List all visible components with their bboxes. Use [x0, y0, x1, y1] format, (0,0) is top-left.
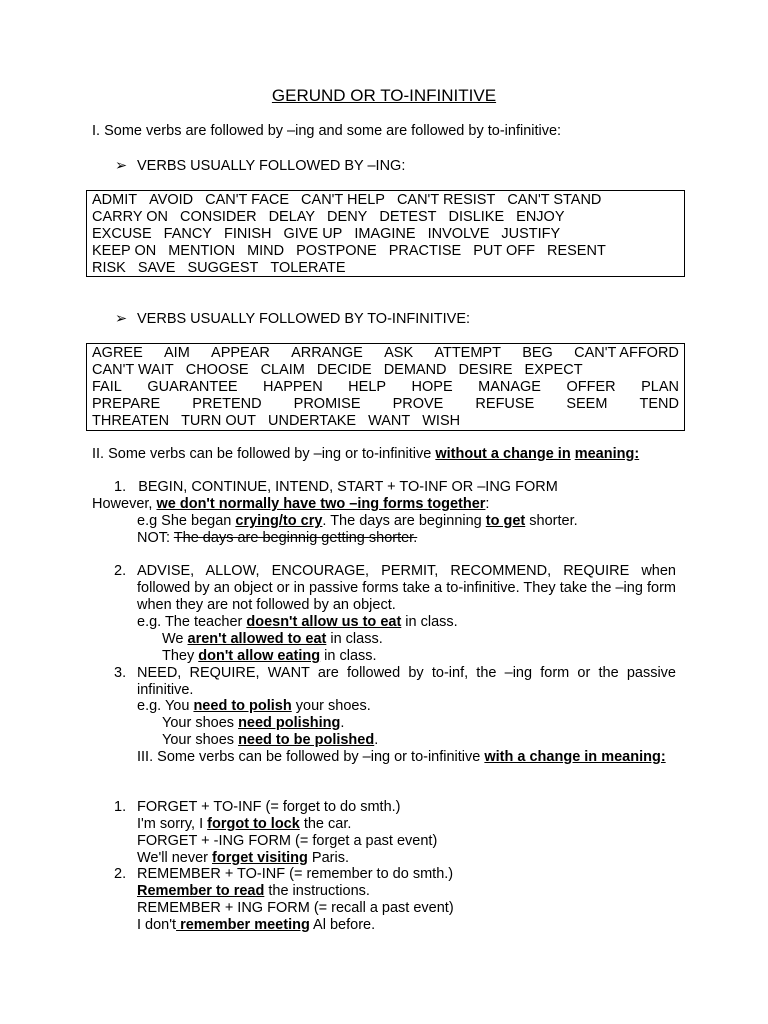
verb-item: CAN'T HELP — [301, 192, 385, 208]
verb-item: DETEST — [379, 209, 437, 225]
part3-item2-l1: REMEMBER + TO-INF (= remember to do smth.) — [137, 866, 454, 882]
verbs-inf-box — [86, 343, 685, 431]
verb-row — [92, 260, 679, 277]
verb-item: APPEAR — [211, 345, 270, 361]
part3-item2-l4 — [137, 917, 375, 934]
example-emphasis: aren't allowed to eat — [187, 631, 327, 647]
item-number-3: 3. — [114, 665, 127, 681]
example-text: I don't — [137, 917, 177, 933]
struck-example: The days are beginnig getting shorter. — [173, 530, 418, 546]
verb-item: BEG — [522, 345, 553, 361]
heading-inf — [115, 311, 470, 328]
example-text: They — [162, 648, 199, 664]
verb-item: HAPPEN — [263, 379, 323, 395]
verb-row — [92, 379, 679, 396]
verb-row — [92, 345, 679, 362]
verb-item: ASK — [384, 345, 414, 361]
item-text: BEGIN, CONTINUE, INTEND, START + TO-INF OR –ING FORM — [138, 479, 558, 495]
verb-item: AGREE — [92, 345, 143, 361]
example-emphasis: need to be polished — [238, 732, 375, 748]
verb-item: CAN'T RESIST — [396, 192, 496, 208]
verb-item: FAIL — [92, 379, 122, 395]
verb-item: REFUSE — [475, 396, 535, 412]
verb-item: CHOOSE — [185, 362, 249, 378]
verb-item: ADMIT — [92, 192, 138, 208]
example-text: We'll never — [137, 850, 213, 866]
verb-item: SEEM — [566, 396, 608, 412]
verb-item: UNDERTAKE — [268, 413, 357, 429]
part2-lead-text: II. Some verbs can be followed by –ing or to-infinitive — [92, 446, 436, 462]
verb-row — [92, 209, 679, 226]
part3-item2-l2 — [137, 883, 370, 900]
verb-item: WANT — [368, 413, 411, 429]
example-emphasis: crying/to cry — [235, 513, 323, 529]
verb-item: AVOID — [149, 192, 194, 208]
however-punct: : — [485, 496, 490, 512]
example-emphasis: Remember to read — [137, 883, 265, 899]
verb-row — [92, 362, 679, 379]
verb-item: PRETEND — [192, 396, 262, 412]
verb-item: GIVE UP — [283, 226, 343, 242]
example-emphasis: remember meeting — [176, 917, 310, 933]
verb-item: PREPARE — [92, 396, 161, 412]
verb-item: PROMISE — [293, 396, 361, 412]
example-text: We — [162, 631, 188, 647]
example-text: I'm sorry, I — [137, 816, 208, 832]
verb-row — [92, 243, 679, 260]
example-text: . — [374, 732, 379, 748]
part2-item3-ex3 — [162, 732, 378, 749]
example-text: in class. — [320, 648, 377, 664]
example-text: your shoes. — [291, 698, 371, 714]
item-number-1: 1. — [114, 799, 127, 815]
example-emphasis: need to polish — [193, 698, 292, 714]
verb-item: HOPE — [411, 379, 453, 395]
verb-item: RESENT — [546, 243, 606, 259]
example-text: e.g She began — [137, 513, 236, 529]
however-emphasis: we don't normally have two –ing forms together — [156, 496, 486, 512]
example-text: shorter. — [525, 513, 578, 529]
example-text: Your shoes — [162, 732, 239, 748]
verb-item: JUSTIFY — [501, 226, 561, 242]
part2-item3-ex1 — [137, 698, 371, 715]
verb-item: TEND — [639, 396, 679, 412]
verb-item: OFFER — [566, 379, 616, 395]
verb-item: PRACTISE — [388, 243, 462, 259]
verb-item: FANCY — [163, 226, 212, 242]
part2-item2-ex1 — [137, 614, 458, 631]
example-text: e.g. The teacher — [137, 614, 247, 630]
verb-item: CAN'T WAIT — [92, 362, 174, 378]
part3-item2-l3: REMEMBER + ING FORM (= recall a past event) — [137, 900, 454, 916]
arrow-bullet-icon: ➢ — [115, 311, 128, 327]
verb-row — [92, 396, 679, 413]
verb-item: CLAIM — [260, 362, 305, 378]
part2-however — [92, 496, 489, 513]
verb-item: DENY — [327, 209, 368, 225]
verb-item: WISH — [422, 413, 461, 429]
however-text: However, — [92, 496, 157, 512]
example-emphasis: to get — [485, 513, 526, 529]
example-text: Al before. — [309, 917, 376, 933]
verb-item: MANAGE — [478, 379, 541, 395]
verb-row — [92, 413, 679, 430]
verb-item: DESIRE — [458, 362, 513, 378]
verb-item: HELP — [348, 379, 387, 395]
arrow-bullet-icon: ➢ — [115, 158, 128, 174]
part3-item1-l4 — [137, 850, 349, 867]
example-emphasis: don't allow eating — [198, 648, 321, 664]
example-emphasis: need polishing — [238, 715, 341, 731]
verb-item: IMAGINE — [354, 226, 416, 242]
verb-item: CAN'T STAND — [507, 192, 602, 208]
verbs-ing-box — [86, 190, 685, 277]
part2-item2-ex3 — [162, 648, 377, 665]
verb-item: TOLERATE — [270, 260, 346, 276]
verb-item: FINISH — [223, 226, 272, 242]
part3-lead-text: III. Some verbs can be followed by –ing or to-infinitive — [137, 749, 485, 765]
part2-item1 — [114, 479, 558, 496]
part2-example — [137, 513, 578, 530]
verb-item: PLAN — [641, 379, 679, 395]
verb-item: PUT OFF — [473, 243, 535, 259]
part3-lead-emphasis: with a change in meaning: — [484, 749, 666, 765]
verb-item: DELAY — [268, 209, 316, 225]
part3-item1-l1: FORGET + TO-INF (= forget to do smth.) — [137, 799, 401, 815]
verb-item: EXPECT — [524, 362, 583, 378]
verb-item: RISK — [92, 260, 126, 276]
heading-ing-text: VERBS USUALLY FOLLOWED BY –ING: — [137, 158, 406, 174]
verb-item: EXCUSE — [92, 226, 152, 242]
part2-item3-ex2 — [162, 715, 344, 732]
example-text: . — [340, 715, 345, 731]
example-text: e.g. You — [137, 698, 194, 714]
item-number: 1. — [114, 479, 127, 495]
verb-item: CARRY ON — [92, 209, 169, 225]
example-text: in class. — [401, 614, 458, 630]
intro-text: I. Some verbs are followed by –ing and some are followed by to-infinitive: — [92, 123, 562, 139]
example-emphasis: forgot to lock — [207, 816, 300, 832]
verb-item: ENJOY — [516, 209, 565, 225]
heading-ing — [115, 158, 405, 175]
example-text: in class. — [326, 631, 383, 647]
part3-item1-l2 — [137, 816, 351, 833]
item-number-2: 2. — [114, 563, 127, 579]
verb-item: KEEP ON — [92, 243, 157, 259]
verb-item: ARRANGE — [291, 345, 363, 361]
example-text: Your shoes — [162, 715, 239, 731]
verb-item: SAVE — [137, 260, 176, 276]
verb-item: DEMAND — [383, 362, 447, 378]
part2-not-example — [137, 530, 417, 547]
item-number-2: 2. — [114, 866, 127, 882]
part2-lead-emphasis-2: meaning: — [574, 446, 640, 462]
verb-item: AIM — [164, 345, 190, 361]
verb-item: DISLIKE — [448, 209, 505, 225]
verb-item: MIND — [247, 243, 285, 259]
verb-item: CAN'T AFFORD — [574, 345, 679, 361]
part3-item1-l3: FORGET + -ING FORM (= forget a past event) — [137, 833, 438, 849]
not-label: NOT: — [137, 530, 174, 546]
example-text: the instructions. — [264, 883, 370, 899]
example-text: Paris. — [307, 850, 349, 866]
page-title: GERUND OR TO-INFINITIVE — [271, 86, 497, 105]
example-emphasis: doesn't allow us to eat — [246, 614, 402, 630]
verb-item: TURN OUT — [181, 413, 256, 429]
example-text: the car. — [299, 816, 352, 832]
verb-item: CAN'T FACE — [205, 192, 290, 208]
example-text: . The days are beginning — [322, 513, 486, 529]
verb-item: GUARANTEE — [147, 379, 238, 395]
example-emphasis: forget visiting — [212, 850, 308, 866]
part2-item2-text: ADVISE, ALLOW, ENCOURAGE, PERMIT, RECOMMEND, REQUIRE when followed by an object or in passive forms take a to-infinitive. They take the –ing form when they are not followed by an object. — [137, 563, 676, 613]
verb-item: CONSIDER — [180, 209, 257, 225]
verb-row — [92, 226, 679, 243]
verb-item: ATTEMPT — [434, 345, 501, 361]
verb-item: MENTION — [168, 243, 236, 259]
verb-item: THREATEN — [92, 413, 170, 429]
part2-item2-ex2 — [162, 631, 383, 648]
verb-item: INVOLVE — [427, 226, 490, 242]
verb-item: PROVE — [392, 396, 444, 412]
part3-lead — [137, 749, 676, 766]
verb-item: POSTPONE — [296, 243, 377, 259]
part2-item3-text: NEED, REQUIRE, WANT are followed by to-inf, the –ing form or the passive infinitive. — [137, 665, 676, 698]
part2-lead-emphasis: without a change in — [435, 446, 571, 462]
verb-item: SUGGEST — [187, 260, 259, 276]
part2-lead — [92, 446, 639, 463]
verb-row — [92, 192, 679, 209]
verb-item: DECIDE — [316, 362, 372, 378]
heading-inf-text: VERBS USUALLY FOLLOWED BY TO-INFINITIVE: — [137, 311, 471, 327]
